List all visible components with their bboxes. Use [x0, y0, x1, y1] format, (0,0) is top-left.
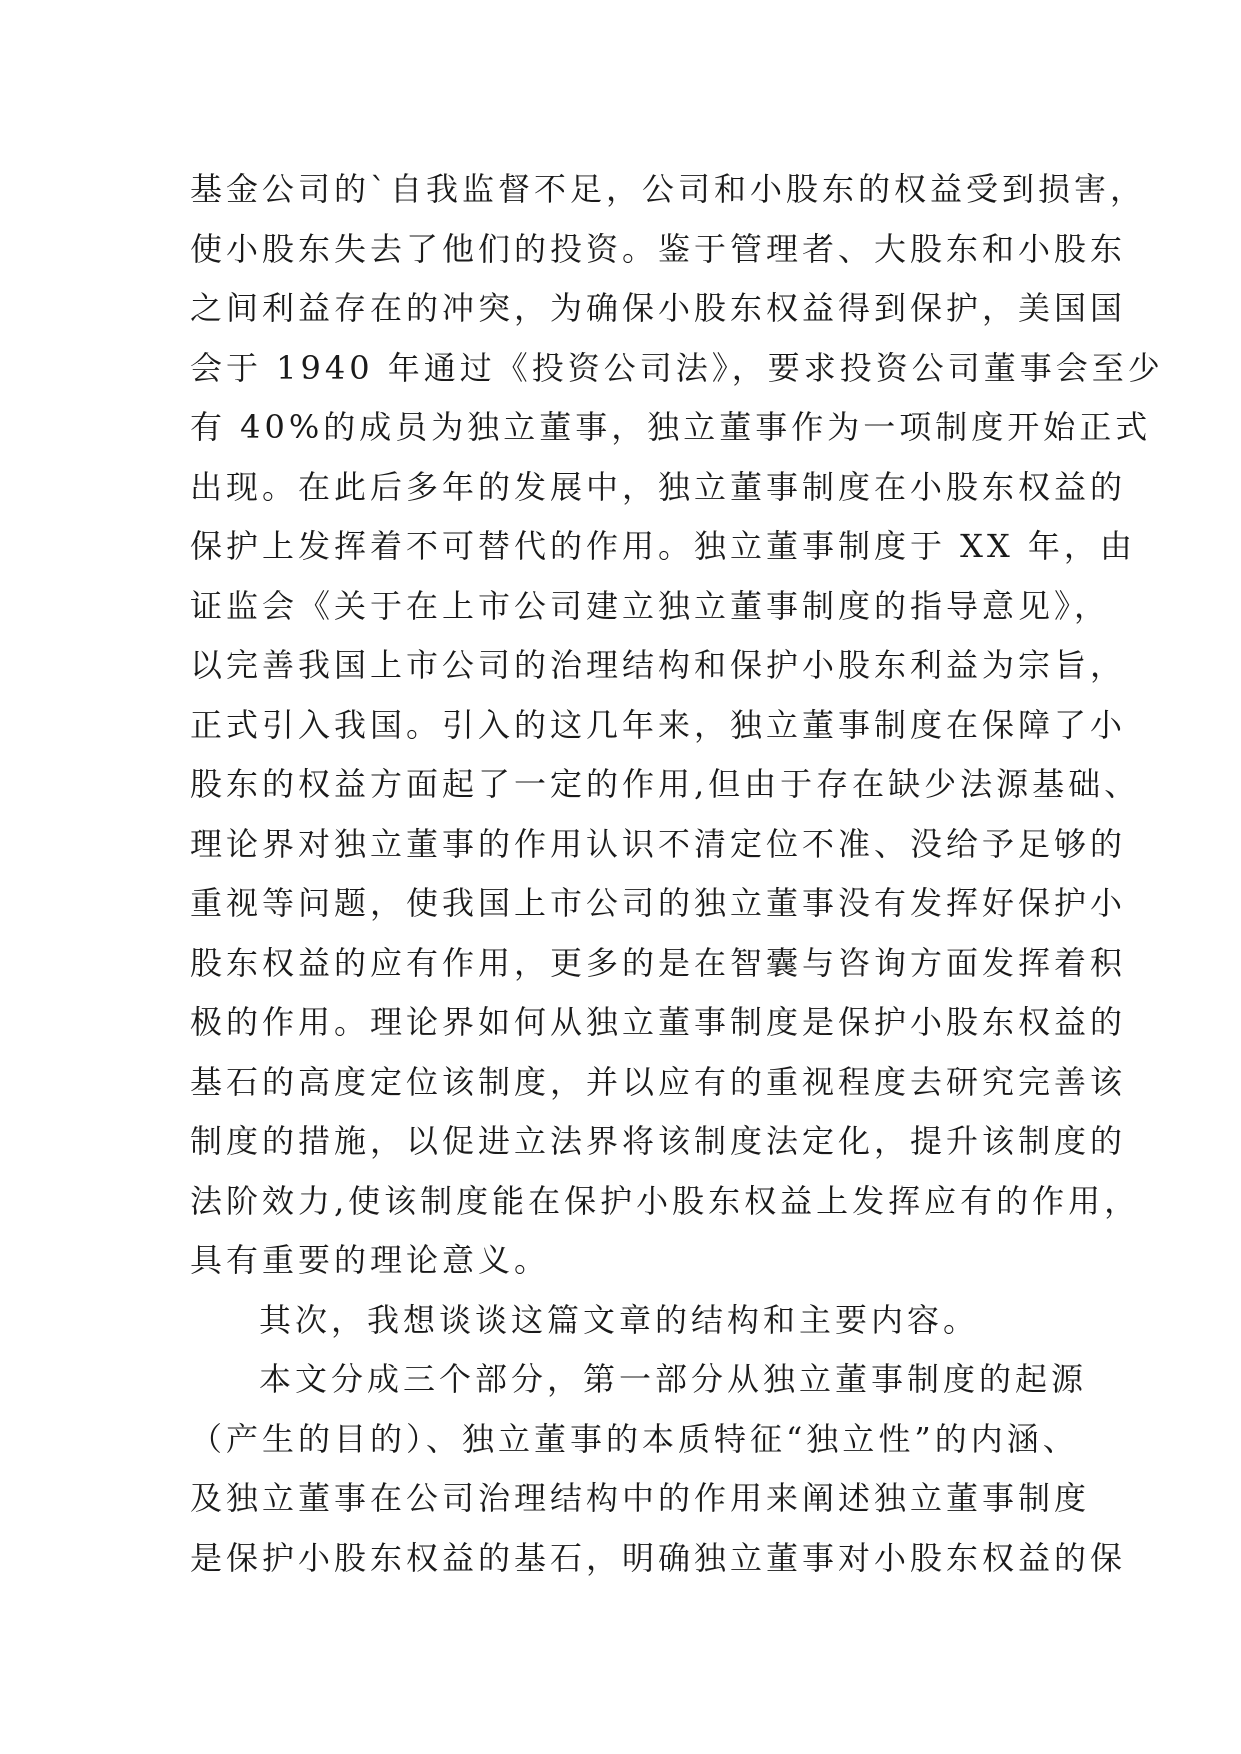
- text-line: 使小股东失去了他们的投资。鉴于管理者、大股东和小股东: [190, 229, 1127, 268]
- text-line: 正式引入我国。引入的这几年来，独立董事制度在保障了小: [190, 705, 1127, 744]
- text-line: 是保护小股东权益的基石，明确独立董事对小股东权益的保: [190, 1538, 1127, 1577]
- text-line: 制度的措施，以促进立法界将该制度法定化，提升该制度的: [190, 1122, 1127, 1160]
- text-line: 重视等问题，使我国上市公司的独立董事没有发挥好保护小: [190, 884, 1127, 922]
- text-line: 以完善我国上市公司的治理结构和保护小股东利益为宗旨，: [190, 646, 1127, 684]
- text-line: 法阶效力,使该制度能在保护小股东权益上发挥应有的作用，: [190, 1181, 1141, 1220]
- text-line: 出现。在此后多年的发展中，独立董事制度在小股东权益的: [190, 467, 1127, 506]
- text-line: 及独立董事在公司治理结构中的作用来阐述独立董事制度: [190, 1479, 1091, 1517]
- text-line: 本文分成三个部分，第一部分从独立董事制度的起源: [259, 1360, 1088, 1398]
- text-line: 其次，我想谈谈这篇文章的结构和主要内容。: [259, 1300, 980, 1339]
- text-line: 股东的权益方面起了一定的作用,但由于存在缺少法源基础、: [190, 765, 1141, 803]
- text-line: 有 40%的成员为独立董事，独立董事作为一项制度开始正式: [190, 408, 1152, 446]
- text-line: （产生的目的）、独立董事的本质特征“独立性”的内涵、: [190, 1419, 1079, 1458]
- text-line: 股东权益的应有作用，更多的是在智囊与咨询方面发挥着积: [190, 943, 1127, 982]
- text-line: 保护上发挥着不可替代的作用。独立董事制度于 XX 年，由: [190, 527, 1136, 565]
- document-body: [190, 160, 1164, 1588]
- text-line: 基石的高度定位该制度，并以应有的重视程度去研究完善该: [190, 1062, 1127, 1101]
- text-line: 理论界对独立董事的作用认识不清定位不准、没给予足够的: [190, 824, 1127, 863]
- text-line: 极的作用。理论界如何从独立董事制度是保护小股东权益的: [190, 1003, 1127, 1041]
- text-line: 基金公司的`自我监督不足，公司和小股东的权益受到损害，: [190, 170, 1147, 208]
- text-line: 之间利益存在的冲突，为确保小股东权益得到保护，美国国: [190, 289, 1127, 327]
- text-line: 具有重要的理论意义。: [190, 1241, 551, 1279]
- text-line: 证监会《关于在上市公司建立独立董事制度的指导意见》，: [190, 586, 1111, 625]
- text-line: 会于 1940 年通过《投资公司法》，要求投资公司董事会至少: [190, 348, 1164, 387]
